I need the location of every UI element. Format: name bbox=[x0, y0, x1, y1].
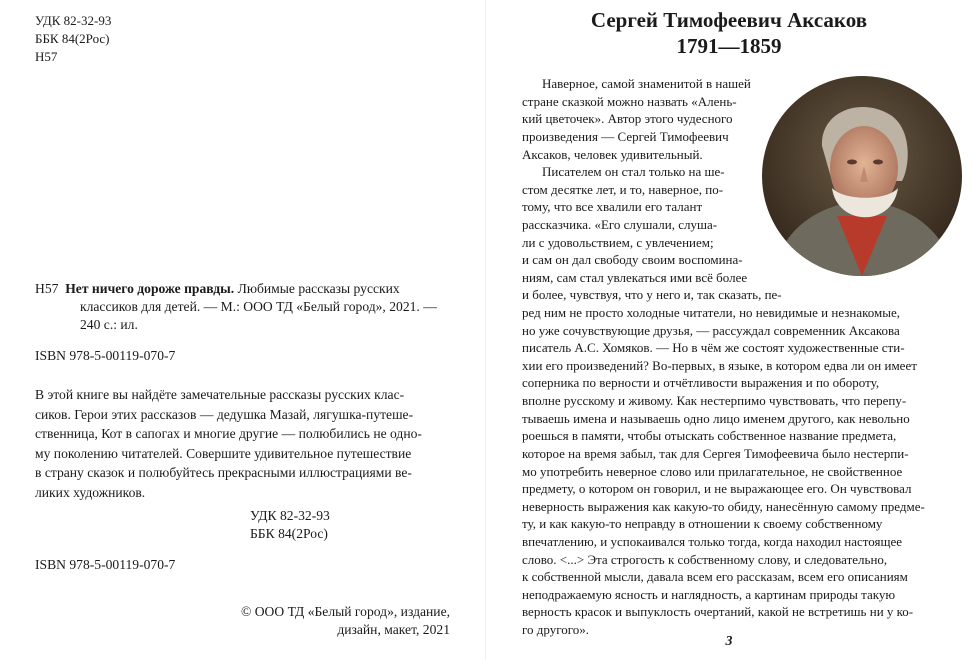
copyright bbox=[241, 603, 450, 639]
text-line: писатель А.С. Хомяков. — Но в чём же состоят художественные сти- bbox=[522, 340, 905, 356]
text-line: слово. <...> Эта строгость к собственному слову, и следовательно, bbox=[522, 551, 888, 567]
right-page bbox=[486, 0, 972, 660]
bbk-code: ББК 84(2Рос) bbox=[35, 31, 110, 46]
annotation bbox=[35, 385, 455, 502]
text-line: стране сказкой можно назвать «Алень- bbox=[522, 93, 737, 109]
text-line: кий цветочек». Автор этого чудесного bbox=[522, 111, 733, 127]
author-mark: Н57 bbox=[35, 49, 58, 64]
text-line: тому, что все хвалили его талант bbox=[522, 199, 703, 215]
text-line: ниям, сам стал увлекаться ими всё более bbox=[522, 269, 748, 285]
text-line: рассказчика. «Его слушали, слуша- bbox=[522, 216, 718, 232]
text-line: неверность выражения как какую-то обиду, нанесённую самому предме- bbox=[522, 498, 925, 514]
annotation-line: сиков. Герои этих рассказов — дедушка Мазай, лягушка-путеше- bbox=[35, 406, 414, 422]
text-line: соперника по верности и отчётливости выражения и по обороту, bbox=[522, 375, 880, 391]
text-line: роешься в памяти, чтобы отыскать собственное название предмета, bbox=[522, 428, 897, 444]
text-line: мо употребить неверное слово или прилагательное, не свойственное bbox=[522, 463, 903, 479]
text-line: ред ним не просто холодные читатели, но невидимые и незнакомые, bbox=[522, 305, 901, 320]
page-number: 3 bbox=[725, 634, 733, 649]
text-line: ту, и как какую-то неправду в отношении к своему собственному bbox=[522, 516, 883, 532]
text-line: но уже сочувствующие друзья, — рассуждал современник Аксакова bbox=[522, 322, 900, 338]
annotation-line: му поколению читателей. Совершите удивительное путешествие bbox=[35, 445, 412, 461]
copyright-line: © ООО ТД «Белый город», издание, bbox=[241, 604, 450, 619]
isbn-bottom: ISBN 978-5-00119-070-7 bbox=[35, 557, 176, 572]
classification-codes-bottom bbox=[250, 507, 330, 543]
bibliographic-record bbox=[35, 280, 455, 334]
biblio-rest-1: Любимые рассказы русских bbox=[237, 281, 400, 296]
author-name: Сергей Тимофеевич Аксаков bbox=[590, 8, 868, 32]
udc-code: УДК 82-32-93 bbox=[250, 508, 330, 523]
biblio-line-3: 240 с.: ил. bbox=[80, 317, 138, 332]
text-line: предмету, о котором он говорил, и не выражающее его. Он чувствовал bbox=[522, 481, 912, 497]
text-line: которое на время забыл, так для Сергея Тимофеевича было нестерпи- bbox=[522, 445, 909, 461]
text-line: стом десятке лет, и то, наверное, по- bbox=[522, 181, 724, 197]
author-portrait bbox=[762, 76, 962, 276]
text-line: Писателем он стал только на ше- bbox=[542, 164, 725, 180]
text-line: и более, чувствуя, что у него и, так сказать, пе- bbox=[522, 287, 782, 303]
text-line: произведения — Сергей Тимофеевич bbox=[522, 128, 729, 144]
annotation-line: ликих художников. bbox=[35, 484, 146, 500]
classification-codes bbox=[35, 12, 111, 66]
annotation-line: ственница, Кот в сапогах и многие другие — полюбились не одно- bbox=[35, 426, 422, 441]
book-title: Нет ничего дороже правды. bbox=[65, 281, 235, 296]
copyright-line: дизайн, макет, 2021 bbox=[337, 622, 450, 637]
text-line: Наверное, самой знаменитой в нашей bbox=[542, 76, 751, 91]
annotation-line: В этой книге вы найдёте замечательные рассказы русских клас- bbox=[35, 387, 405, 402]
biblio-line-2: классиков для детей. — М.: ООО ТД «Белый город», 2021. — bbox=[80, 299, 437, 314]
biblio-code: Н57 bbox=[35, 281, 59, 296]
udc-code: УДК 82-32-93 bbox=[35, 13, 112, 28]
bbk-code: ББК 84(2Рос) bbox=[250, 526, 328, 541]
text-line: и сам он дал свободу своим воспомина- bbox=[522, 252, 743, 268]
isbn-top: ISBN 978-5-00119-070-7 bbox=[35, 348, 176, 363]
text-line: тываешь имена и называешь одно лицо именем другого, как невольно bbox=[522, 410, 910, 426]
text-line: ли с удовольствием, с увлечением; bbox=[522, 234, 714, 250]
text-line: го другого». bbox=[522, 622, 589, 637]
text-line: верность красок и выпуклость очертаний, какой не встретишь ни у ко- bbox=[522, 604, 914, 620]
text-line: к собственной мысли, давала всем его рассказам, всем его описаниям bbox=[522, 569, 908, 585]
author-years: 1791—1859 bbox=[676, 34, 782, 58]
text-line: Аксаков, человек удивительный. bbox=[522, 146, 703, 162]
text-line: неподражаемую ясность и наглядность, а картинам природы такую bbox=[522, 586, 896, 602]
text-line: впечатлению, и успокаивался только тогда, когда находил настоящее bbox=[522, 533, 903, 549]
portrait-illustration bbox=[762, 76, 962, 276]
text-line: вполне русскому и живому. Как нестерпимо чувствовать, что перепу- bbox=[522, 393, 907, 408]
annotation-line: в страну сказок и полюбуйтесь прекрасными иллюстрациями ве- bbox=[35, 465, 412, 480]
text-line: хии его произведений? Во-первых, в языке, в котором едва ли он имеет bbox=[522, 357, 917, 373]
